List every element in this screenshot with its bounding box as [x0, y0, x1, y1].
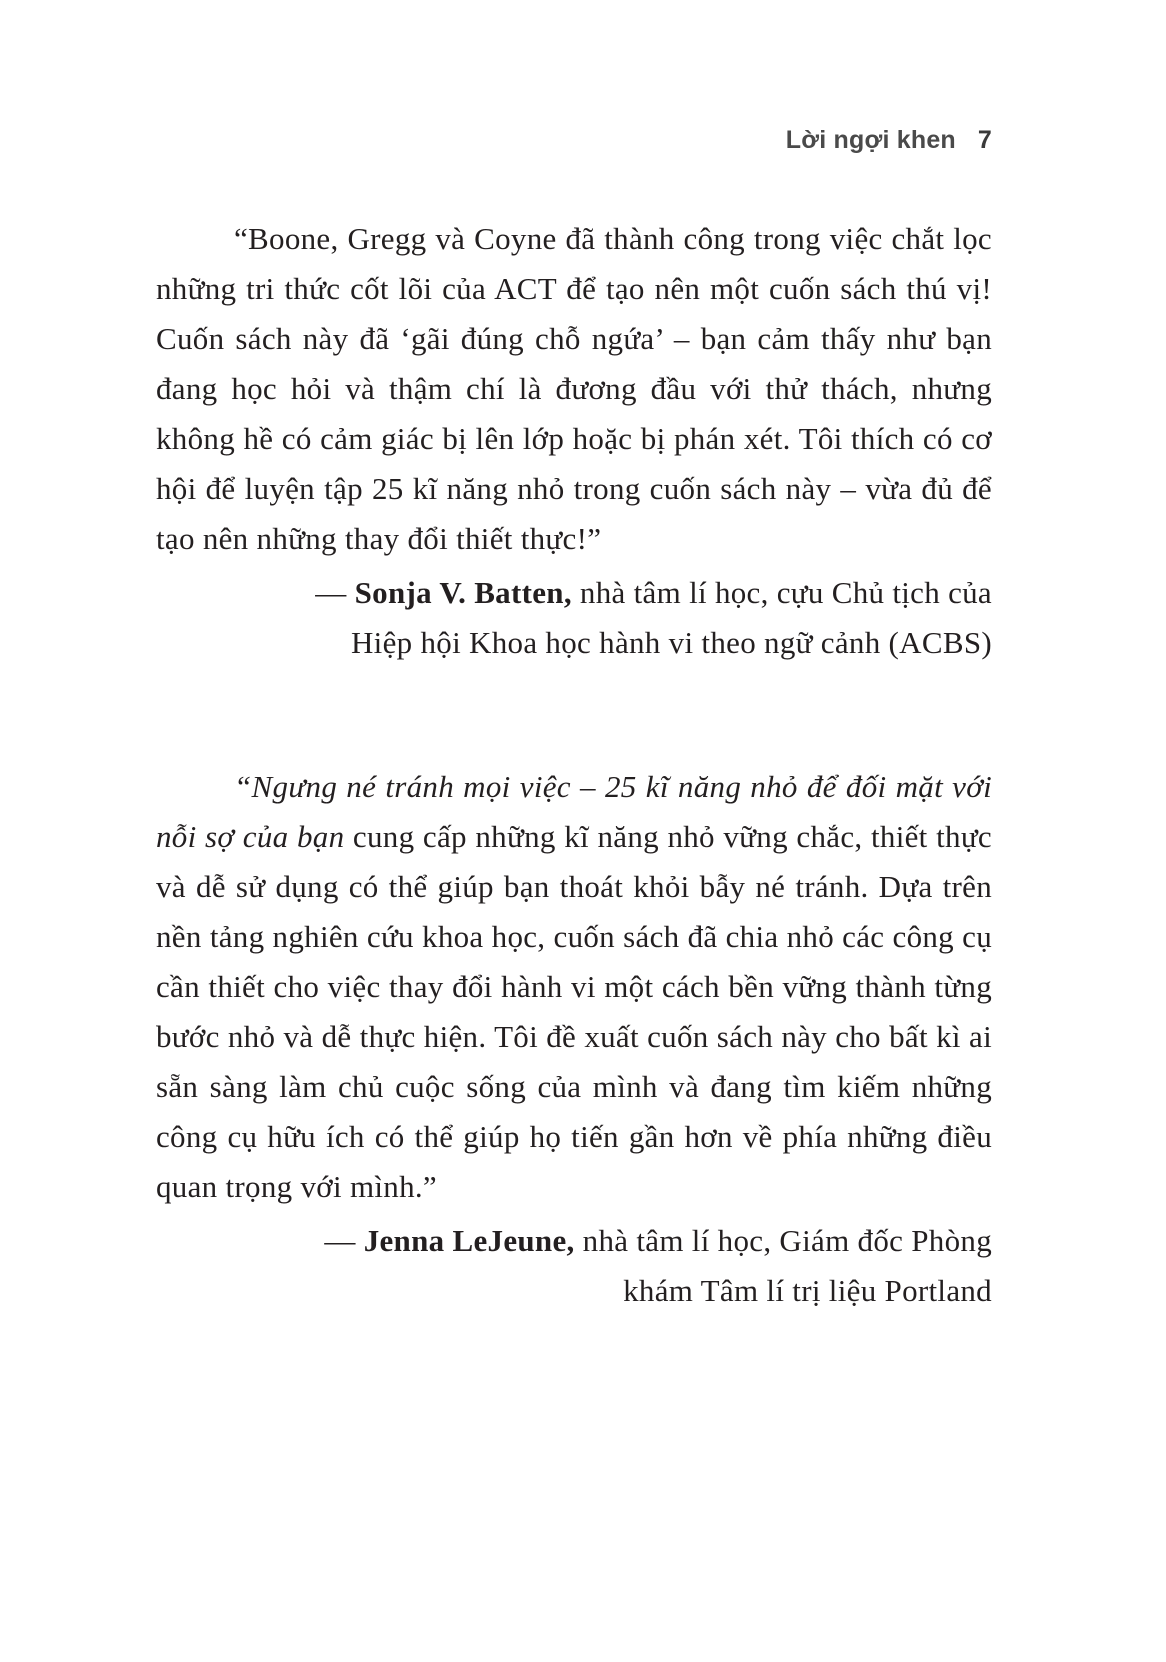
attribution-dash: —: [315, 575, 355, 610]
endorsement-attribution: [156, 1216, 992, 1316]
author-affiliation: khám Tâm lí trị liệu Portland: [623, 1273, 992, 1308]
endorsement-attribution: [156, 568, 992, 668]
book-title-italic: “Ngưng né tránh mọi việc – 25 kĩ năng nhỏ để đối mặt với nỗi sợ của bạn: [156, 769, 992, 854]
endorsement-2: [156, 762, 992, 1316]
author-role: nhà tâm lí học, Giám đốc Phòng: [574, 1223, 992, 1258]
author-role: nhà tâm lí học, cựu Chủ tịch của: [571, 575, 992, 610]
page-number: 7: [977, 126, 992, 154]
running-head: [786, 126, 992, 155]
endorsement-quote: “Boone, Gregg và Coyne đã thành công trong việc chắt lọc những tri thức cốt lõi của ACT để tạo nên một cuốn sách thú vị! Cuốn sách này đã ‘gãi đúng chỗ ngứa’ – bạn cảm thấy như bạn đang học hỏi và thậm chí là đương đầu với thử thách, nhưng không hề có cảm giác bị lên lớp hoặc bị phán xét. Tôi thích có cơ hội để luyện tập 25 kĩ năng nhỏ trong cuốn sách này – vừa đủ để tạo nên những thay đổi thiết thực!”: [156, 221, 992, 556]
author-affiliation: Hiệp hội Khoa học hành vi theo ngữ cảnh (ACBS): [350, 625, 992, 660]
endorsement-quote: [156, 762, 992, 1212]
author-name: Jenna LeJeune,: [363, 1223, 575, 1258]
endorsement-1: [156, 214, 992, 668]
section-title: Lời ngợi khen: [785, 126, 956, 154]
attribution-dash: —: [324, 1223, 364, 1258]
author-name: Sonja V. Batten,: [354, 575, 572, 610]
endorsement-quote-body: cung cấp những kĩ năng nhỏ vững chắc, thiết thực và dễ sử dụng có thể giúp bạn thoát khỏi bẫy né tránh. Dựa trên nền tảng nghiên cứu khoa học, cuốn sách đã chia nhỏ các công cụ cần thiết cho việc thay đổi hành vi một cách bền vững thành từng bước nhỏ và dễ thực hiện. Tôi đề xuất cuốn sách này cho bất kì ai sẵn sàng làm chủ cuộc sống của mình và đang tìm kiếm những công cụ hữu ích có thể giúp họ tiến gần hơn về phía những điều quan trọng với mình.”: [156, 819, 992, 1204]
